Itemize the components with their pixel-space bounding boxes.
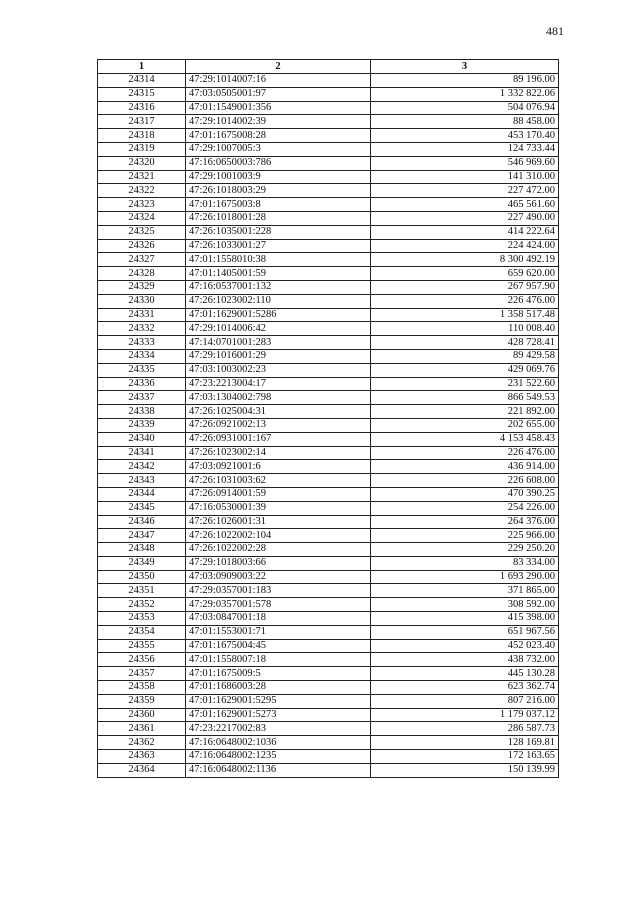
- table-row: [98, 377, 559, 391]
- amount-cell: 231 522.60: [371, 377, 559, 391]
- amount-cell: 415 398.00: [371, 612, 559, 626]
- table-row: [98, 349, 559, 363]
- table-row: [98, 170, 559, 184]
- amount-cell: 470 390.25: [371, 487, 559, 501]
- amount-cell: 452 023.40: [371, 639, 559, 653]
- table-row: [98, 722, 559, 736]
- table-row: [98, 363, 559, 377]
- table-row: [98, 225, 559, 239]
- amount-cell: 436 914.00: [371, 460, 559, 474]
- table-row: [98, 653, 559, 667]
- table-row: [98, 267, 559, 281]
- amount-cell: 4 153 458.43: [371, 432, 559, 446]
- amount-cell: 429 069.76: [371, 363, 559, 377]
- cadastral-number-cell: 47:01:1405001:59: [186, 267, 371, 281]
- row-number-cell: 24361: [98, 722, 186, 736]
- row-number-cell: 24323: [98, 198, 186, 212]
- amount-cell: 254 226.00: [371, 501, 559, 515]
- table-row: [98, 87, 559, 101]
- amount-cell: 226 608.00: [371, 474, 559, 488]
- cadastral-number-cell: 47:01:1553001:71: [186, 625, 371, 639]
- row-number-cell: 24328: [98, 267, 186, 281]
- amount-cell: 546 969.60: [371, 156, 559, 170]
- cadastral-number-cell: 47:26:1031003:62: [186, 474, 371, 488]
- cadastral-number-cell: 47:03:0909003:22: [186, 570, 371, 584]
- amount-cell: 225 966.00: [371, 529, 559, 543]
- amount-cell: 150 139.99: [371, 763, 559, 777]
- table-row: [98, 736, 559, 750]
- amount-cell: 1 358 517.48: [371, 308, 559, 322]
- cadastral-number-cell: 47:26:0931001:167: [186, 432, 371, 446]
- amount-cell: 172 163.65: [371, 750, 559, 764]
- table-row: [98, 391, 559, 405]
- cadastral-number-cell: 47:29:1001003:9: [186, 170, 371, 184]
- table-row: [98, 418, 559, 432]
- row-number-cell: 24317: [98, 115, 186, 129]
- table-row: [98, 763, 559, 777]
- cadastral-number-cell: 47:16:0530001:39: [186, 501, 371, 515]
- column-header-2: 2: [186, 60, 371, 74]
- cadastral-number-cell: 47:26:1022002:104: [186, 529, 371, 543]
- table-row: [98, 432, 559, 446]
- amount-cell: 226 476.00: [371, 446, 559, 460]
- row-number-cell: 24336: [98, 377, 186, 391]
- amount-cell: 465 561.60: [371, 198, 559, 212]
- table-row: [98, 584, 559, 598]
- cadastral-number-cell: 47:01:1558010:38: [186, 253, 371, 267]
- cadastral-number-cell: 47:26:1018003:29: [186, 184, 371, 198]
- row-number-cell: 24340: [98, 432, 186, 446]
- table-row: [98, 501, 559, 515]
- cadastral-number-cell: 47:29:0357001:183: [186, 584, 371, 598]
- table-body: [98, 74, 559, 778]
- cadastral-number-cell: 47:26:1022002:28: [186, 543, 371, 557]
- table-row: [98, 142, 559, 156]
- row-number-cell: 24316: [98, 101, 186, 115]
- row-number-cell: 24319: [98, 142, 186, 156]
- table-row: [98, 556, 559, 570]
- table-header: [98, 60, 559, 74]
- row-number-cell: 24337: [98, 391, 186, 405]
- amount-cell: 428 728.41: [371, 336, 559, 350]
- table-row: [98, 612, 559, 626]
- cadastral-number-cell: 47:29:1014007:16: [186, 74, 371, 88]
- table-row: [98, 129, 559, 143]
- table-row: [98, 708, 559, 722]
- column-header-1: 1: [98, 60, 186, 74]
- table-row: [98, 446, 559, 460]
- table-row: [98, 294, 559, 308]
- cadastral-number-cell: 47:16:0650003:786: [186, 156, 371, 170]
- row-number-cell: 24324: [98, 211, 186, 225]
- amount-cell: 221 892.00: [371, 405, 559, 419]
- row-number-cell: 24330: [98, 294, 186, 308]
- column-header-3: 3: [371, 60, 559, 74]
- row-number-cell: 24335: [98, 363, 186, 377]
- row-number-cell: 24359: [98, 694, 186, 708]
- amount-cell: 229 250.20: [371, 543, 559, 557]
- amount-cell: 504 076.94: [371, 101, 559, 115]
- cadastral-number-cell: 47:26:1023002:14: [186, 446, 371, 460]
- table-row: [98, 625, 559, 639]
- amount-cell: 128 169.81: [371, 736, 559, 750]
- row-number-cell: 24325: [98, 225, 186, 239]
- amount-cell: 89 429.58: [371, 349, 559, 363]
- cadastral-number-cell: 47:29:0357001:578: [186, 598, 371, 612]
- cadastral-number-cell: 47:16:0537001:132: [186, 280, 371, 294]
- table-row: [98, 156, 559, 170]
- cadastral-number-cell: 47:29:1014002:39: [186, 115, 371, 129]
- cadastral-number-cell: 47:23:2213004:17: [186, 377, 371, 391]
- cadastral-number-cell: 47:26:1026001:31: [186, 515, 371, 529]
- cadastral-number-cell: 47:26:0921002:13: [186, 418, 371, 432]
- amount-cell: 453 170.40: [371, 129, 559, 143]
- row-number-cell: 24358: [98, 681, 186, 695]
- row-number-cell: 24341: [98, 446, 186, 460]
- table-row: [98, 667, 559, 681]
- cadastral-number-cell: 47:16:0648002:1235: [186, 750, 371, 764]
- table-row: [98, 74, 559, 88]
- cadastral-number-cell: 47:03:0505001:97: [186, 87, 371, 101]
- table-row: [98, 211, 559, 225]
- table-row: [98, 639, 559, 653]
- row-number-cell: 24334: [98, 349, 186, 363]
- row-number-cell: 24357: [98, 667, 186, 681]
- row-number-cell: 24321: [98, 170, 186, 184]
- amount-cell: 227 490.00: [371, 211, 559, 225]
- amount-cell: 224 424.00: [371, 239, 559, 253]
- row-number-cell: 24315: [98, 87, 186, 101]
- cadastral-number-cell: 47:29:1007005:3: [186, 142, 371, 156]
- amount-cell: 414 222.64: [371, 225, 559, 239]
- amount-cell: 659 620.00: [371, 267, 559, 281]
- amount-cell: 124 733.44: [371, 142, 559, 156]
- table-row: [98, 280, 559, 294]
- table-row: [98, 198, 559, 212]
- row-number-cell: 24343: [98, 474, 186, 488]
- row-number-cell: 24320: [98, 156, 186, 170]
- cadastral-number-cell: 47:01:1686003:28: [186, 681, 371, 695]
- row-number-cell: 24344: [98, 487, 186, 501]
- amount-cell: 651 967.56: [371, 625, 559, 639]
- cadastral-number-cell: 47:01:1558007:18: [186, 653, 371, 667]
- cadastral-number-cell: 47:26:1023002:110: [186, 294, 371, 308]
- cadastral-number-cell: 47:16:0648002:1136: [186, 763, 371, 777]
- cadastral-number-cell: 47:29:1016001:29: [186, 349, 371, 363]
- row-number-cell: 24314: [98, 74, 186, 88]
- row-number-cell: 24352: [98, 598, 186, 612]
- amount-cell: 83 334.00: [371, 556, 559, 570]
- header-row: [98, 60, 559, 74]
- row-number-cell: 24350: [98, 570, 186, 584]
- amount-cell: 308 592.00: [371, 598, 559, 612]
- row-number-cell: 24326: [98, 239, 186, 253]
- registry-table: [97, 59, 559, 778]
- amount-cell: 623 362.74: [371, 681, 559, 695]
- table-row: [98, 570, 559, 584]
- table-row: [98, 474, 559, 488]
- table-row: [98, 487, 559, 501]
- row-number-cell: 24322: [98, 184, 186, 198]
- cadastral-number-cell: 47:26:1035001:228: [186, 225, 371, 239]
- row-number-cell: 24355: [98, 639, 186, 653]
- page-number: 481: [546, 24, 564, 38]
- amount-cell: 227 472.00: [371, 184, 559, 198]
- amount-cell: 8 300 492.19: [371, 253, 559, 267]
- row-number-cell: 24331: [98, 308, 186, 322]
- table-row: [98, 694, 559, 708]
- table-row: [98, 239, 559, 253]
- cadastral-number-cell: 47:01:1675004:45: [186, 639, 371, 653]
- row-number-cell: 24364: [98, 763, 186, 777]
- cadastral-number-cell: 47:03:0847001:18: [186, 612, 371, 626]
- cadastral-number-cell: 47:16:0648002:1036: [186, 736, 371, 750]
- row-number-cell: 24339: [98, 418, 186, 432]
- row-number-cell: 24333: [98, 336, 186, 350]
- table-row: [98, 598, 559, 612]
- table-row: [98, 101, 559, 115]
- amount-cell: 371 865.00: [371, 584, 559, 598]
- row-number-cell: 24363: [98, 750, 186, 764]
- cadastral-number-cell: 47:26:0914001:59: [186, 487, 371, 501]
- amount-cell: 141 310.00: [371, 170, 559, 184]
- cadastral-number-cell: 47:01:1549001:356: [186, 101, 371, 115]
- row-number-cell: 24327: [98, 253, 186, 267]
- cadastral-number-cell: 47:03:1304002:798: [186, 391, 371, 405]
- row-number-cell: 24345: [98, 501, 186, 515]
- table-row: [98, 543, 559, 557]
- row-number-cell: 24318: [98, 129, 186, 143]
- cadastral-number-cell: 47:01:1629001:5295: [186, 694, 371, 708]
- row-number-cell: 24329: [98, 280, 186, 294]
- table-row: [98, 184, 559, 198]
- table-row: [98, 115, 559, 129]
- amount-cell: 1 179 037.12: [371, 708, 559, 722]
- table-row: [98, 515, 559, 529]
- amount-cell: 866 549.53: [371, 391, 559, 405]
- table-row: [98, 750, 559, 764]
- row-number-cell: 24342: [98, 460, 186, 474]
- cadastral-number-cell: 47:26:1025004:31: [186, 405, 371, 419]
- table-row: [98, 308, 559, 322]
- amount-cell: 264 376.00: [371, 515, 559, 529]
- row-number-cell: 24346: [98, 515, 186, 529]
- row-number-cell: 24338: [98, 405, 186, 419]
- amount-cell: 202 655.00: [371, 418, 559, 432]
- cadastral-number-cell: 47:01:1675008:28: [186, 129, 371, 143]
- cadastral-number-cell: 47:03:0921001:6: [186, 460, 371, 474]
- row-number-cell: 24362: [98, 736, 186, 750]
- table-row: [98, 529, 559, 543]
- cadastral-number-cell: 47:26:1033001:27: [186, 239, 371, 253]
- amount-cell: 110 008.40: [371, 322, 559, 336]
- cadastral-number-cell: 47:01:1629001:5273: [186, 708, 371, 722]
- cadastral-number-cell: 47:01:1675003:8: [186, 198, 371, 212]
- cadastral-number-cell: 47:01:1629001:5286: [186, 308, 371, 322]
- row-number-cell: 24356: [98, 653, 186, 667]
- amount-cell: 438 732.00: [371, 653, 559, 667]
- row-number-cell: 24360: [98, 708, 186, 722]
- amount-cell: 807 216.00: [371, 694, 559, 708]
- row-number-cell: 24349: [98, 556, 186, 570]
- table-row: [98, 405, 559, 419]
- table-row: [98, 336, 559, 350]
- row-number-cell: 24353: [98, 612, 186, 626]
- cadastral-number-cell: 47:14:0701001:283: [186, 336, 371, 350]
- row-number-cell: 24348: [98, 543, 186, 557]
- row-number-cell: 24347: [98, 529, 186, 543]
- cadastral-number-cell: 47:29:1018003:66: [186, 556, 371, 570]
- amount-cell: 267 957.90: [371, 280, 559, 294]
- table-row: [98, 460, 559, 474]
- row-number-cell: 24351: [98, 584, 186, 598]
- row-number-cell: 24332: [98, 322, 186, 336]
- cadastral-number-cell: 47:23:2217002:83: [186, 722, 371, 736]
- table-row: [98, 253, 559, 267]
- table-row: [98, 681, 559, 695]
- amount-cell: 88 458.00: [371, 115, 559, 129]
- amount-cell: 89 196.00: [371, 74, 559, 88]
- cadastral-number-cell: 47:26:1018001:28: [186, 211, 371, 225]
- amount-cell: 286 587.73: [371, 722, 559, 736]
- cadastral-number-cell: 47:29:1014006:42: [186, 322, 371, 336]
- row-number-cell: 24354: [98, 625, 186, 639]
- table-row: [98, 322, 559, 336]
- cadastral-number-cell: 47:03:1003002:23: [186, 363, 371, 377]
- amount-cell: 1 693 290.00: [371, 570, 559, 584]
- amount-cell: 445 130.28: [371, 667, 559, 681]
- amount-cell: 226 476.00: [371, 294, 559, 308]
- amount-cell: 1 332 822.06: [371, 87, 559, 101]
- cadastral-number-cell: 47:01:1675009:5: [186, 667, 371, 681]
